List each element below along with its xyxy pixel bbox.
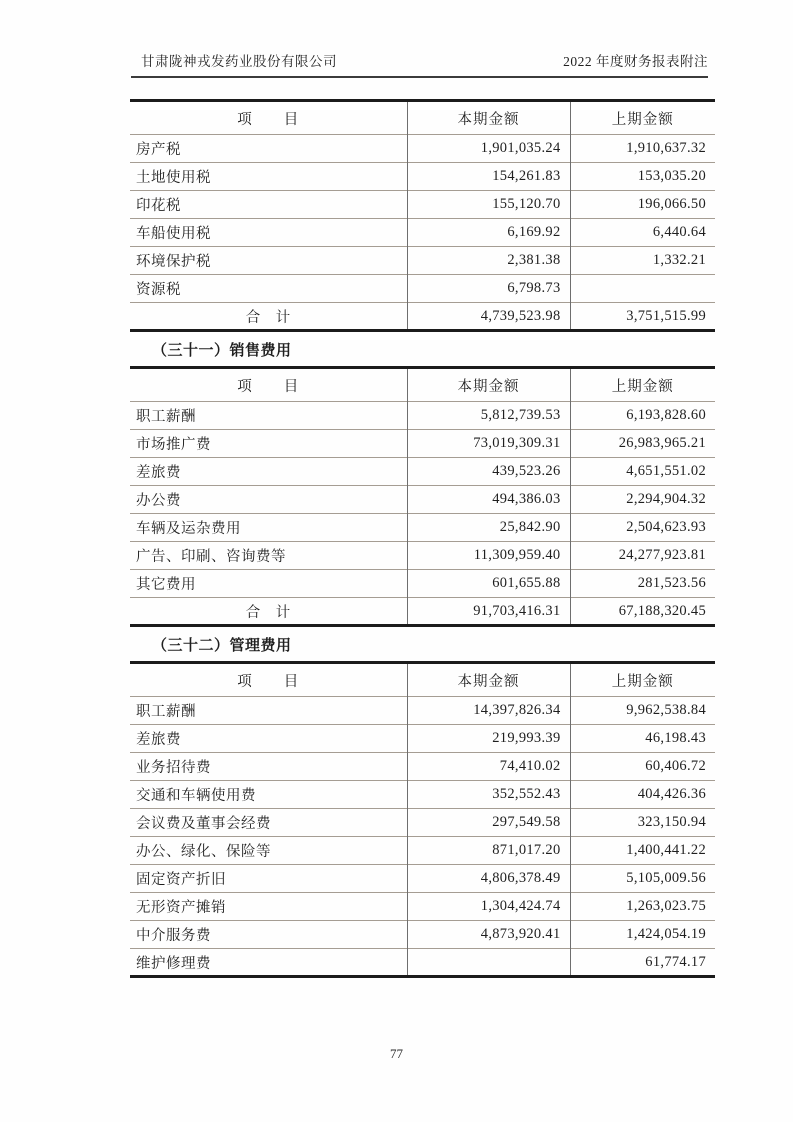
column-header: 上期金额	[570, 101, 715, 135]
table-row	[130, 247, 715, 275]
prior-amount: 3,751,515.99	[570, 303, 715, 331]
company-name: 甘肃陇神戎发药业股份有限公司	[141, 54, 337, 69]
document-title: 2022 年度财务报表附注	[563, 54, 708, 69]
table-header-row	[130, 368, 715, 402]
column-header: 项 目	[237, 673, 300, 690]
row-label: 差旅费	[130, 458, 407, 486]
table-row	[130, 921, 715, 949]
row-label: 房产税	[130, 135, 407, 163]
current-amount: 352,552.43	[407, 781, 570, 809]
table-header-row	[130, 663, 715, 697]
prior-amount: 404,426.36	[570, 781, 715, 809]
prior-amount	[570, 275, 715, 303]
table-header-row	[130, 101, 715, 135]
current-amount: 297,549.58	[407, 809, 570, 837]
table-row	[130, 893, 715, 921]
row-label: 印花税	[130, 191, 407, 219]
prior-amount: 4,651,551.02	[570, 458, 715, 486]
table-row	[130, 781, 715, 809]
row-label: 交通和车辆使用费	[130, 781, 407, 809]
row-label: 职工薪酬	[130, 697, 407, 725]
current-amount: 11,309,959.40	[407, 542, 570, 570]
column-header: 本期金额	[407, 101, 570, 135]
current-amount: 6,798.73	[407, 275, 570, 303]
table-row	[130, 275, 715, 303]
row-label: 车辆及运杂费用	[130, 514, 407, 542]
section-heading-selling-expenses: （三十一）销售费用	[152, 343, 292, 359]
current-amount: 1,901,035.24	[407, 135, 570, 163]
row-label: 广告、印刷、咨询费等	[130, 542, 407, 570]
row-label: 合 计	[130, 303, 407, 331]
current-amount: 1,304,424.74	[407, 893, 570, 921]
table-row	[130, 191, 715, 219]
table-row	[130, 486, 715, 514]
page-number: 77	[390, 1046, 403, 1061]
table-row	[130, 135, 715, 163]
prior-amount: 153,035.20	[570, 163, 715, 191]
column-header: 本期金额	[407, 663, 570, 697]
current-amount: 494,386.03	[407, 486, 570, 514]
prior-amount: 60,406.72	[570, 753, 715, 781]
prior-amount: 46,198.43	[570, 725, 715, 753]
table-row	[130, 570, 715, 598]
current-amount	[407, 949, 570, 977]
current-amount: 2,381.38	[407, 247, 570, 275]
prior-amount: 61,774.17	[570, 949, 715, 977]
prior-amount: 6,440.64	[570, 219, 715, 247]
row-label: 会议费及董事会经费	[130, 809, 407, 837]
current-amount: 4,873,920.41	[407, 921, 570, 949]
current-amount: 14,397,826.34	[407, 697, 570, 725]
current-amount: 6,169.92	[407, 219, 570, 247]
page-header	[131, 50, 708, 78]
column-header: 上期金额	[570, 663, 715, 697]
table-row	[130, 809, 715, 837]
column-header: 上期金额	[570, 368, 715, 402]
prior-amount: 196,066.50	[570, 191, 715, 219]
prior-amount: 1,424,054.19	[570, 921, 715, 949]
current-amount: 25,842.90	[407, 514, 570, 542]
column-header: 本期金额	[407, 368, 570, 402]
row-label: 其它费用	[130, 570, 407, 598]
row-label: 固定资产折旧	[130, 865, 407, 893]
prior-amount: 26,983,965.21	[570, 430, 715, 458]
prior-amount: 281,523.56	[570, 570, 715, 598]
row-label: 环境保护税	[130, 247, 407, 275]
row-label: 差旅费	[130, 725, 407, 753]
prior-amount: 6,193,828.60	[570, 402, 715, 430]
table-row	[130, 865, 715, 893]
table-row	[130, 753, 715, 781]
table-row	[130, 458, 715, 486]
section-heading-admin-expenses: （三十二）管理费用	[152, 638, 292, 654]
admin-expenses-table	[130, 661, 715, 978]
prior-amount: 1,910,637.32	[570, 135, 715, 163]
current-amount: 4,739,523.98	[407, 303, 570, 331]
current-amount: 5,812,739.53	[407, 402, 570, 430]
current-amount: 4,806,378.49	[407, 865, 570, 893]
current-amount: 155,120.70	[407, 191, 570, 219]
prior-amount: 5,105,009.56	[570, 865, 715, 893]
table-row	[130, 697, 715, 725]
current-amount: 871,017.20	[407, 837, 570, 865]
prior-amount: 1,263,023.75	[570, 893, 715, 921]
table-row	[130, 402, 715, 430]
prior-amount: 1,332.21	[570, 247, 715, 275]
prior-amount: 9,962,538.84	[570, 697, 715, 725]
total-row	[130, 303, 715, 331]
table-row	[130, 949, 715, 977]
row-label: 土地使用税	[130, 163, 407, 191]
table-row	[130, 219, 715, 247]
current-amount: 74,410.02	[407, 753, 570, 781]
table-row	[130, 837, 715, 865]
column-header: 项 目	[237, 378, 300, 395]
selling-expenses-table	[130, 366, 715, 627]
prior-amount: 1,400,441.22	[570, 837, 715, 865]
prior-amount: 2,504,623.93	[570, 514, 715, 542]
current-amount: 219,993.39	[407, 725, 570, 753]
table-row	[130, 514, 715, 542]
current-amount: 601,655.88	[407, 570, 570, 598]
row-label: 中介服务费	[130, 921, 407, 949]
row-label: 办公费	[130, 486, 407, 514]
row-label: 维护修理费	[130, 949, 407, 977]
row-label: 资源税	[130, 275, 407, 303]
current-amount: 91,703,416.31	[407, 598, 570, 626]
prior-amount: 2,294,904.32	[570, 486, 715, 514]
row-label: 无形资产摊销	[130, 893, 407, 921]
row-label: 办公、绿化、保险等	[130, 837, 407, 865]
current-amount: 73,019,309.31	[407, 430, 570, 458]
document-body	[130, 99, 715, 978]
row-label: 市场推广费	[130, 430, 407, 458]
current-amount: 154,261.83	[407, 163, 570, 191]
current-amount: 439,523.26	[407, 458, 570, 486]
table-row	[130, 725, 715, 753]
prior-amount: 67,188,320.45	[570, 598, 715, 626]
table-row	[130, 430, 715, 458]
taxes-table	[130, 99, 715, 332]
table-row	[130, 542, 715, 570]
prior-amount: 24,277,923.81	[570, 542, 715, 570]
total-row	[130, 598, 715, 626]
row-label: 合 计	[130, 598, 407, 626]
row-label: 业务招待费	[130, 753, 407, 781]
column-header: 项 目	[237, 111, 300, 128]
prior-amount: 323,150.94	[570, 809, 715, 837]
row-label: 车船使用税	[130, 219, 407, 247]
row-label: 职工薪酬	[130, 402, 407, 430]
table-row	[130, 163, 715, 191]
